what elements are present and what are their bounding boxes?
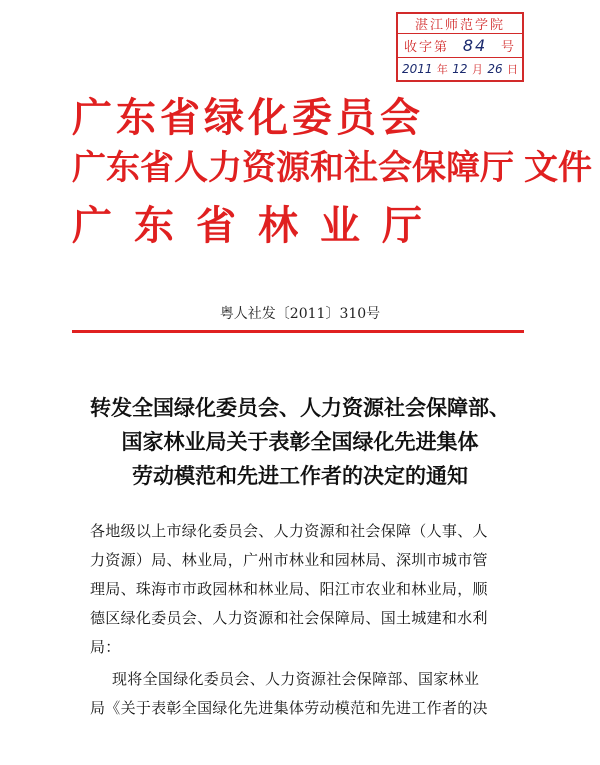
- issuer-hr-department: [72, 140, 592, 189]
- body-line: 现将全国绿化委员会、人力资源社会保障部、国家林业: [112, 670, 480, 688]
- stamp-number-unit: 号: [500, 40, 516, 55]
- stamp-date-row: [398, 58, 522, 80]
- document-title-line-2: 国家林业局关于表彰全国绿化先进集体: [121, 429, 479, 454]
- red-divider-line: [72, 330, 524, 333]
- document-title-line-3: 劳动模范和先进工作者的决定的通知: [132, 463, 468, 488]
- issuer-hr-name: 广东省人力资源和社会保障厅: [72, 148, 514, 188]
- body-line: 理局、珠海市市政园林和林业局、阳江市农业和林业局，顺: [90, 580, 488, 598]
- body-line: 力资源）局、林业局，广州市林业和园林局、深圳市城市管: [90, 551, 488, 569]
- body-line: 局《关于表彰全国绿化先进集体劳动模范和先进工作者的决: [90, 699, 488, 717]
- stamp-month: 12: [452, 62, 468, 76]
- body-line: 各地级以上市绿化委员会、人力资源和社会保障（人事、人: [90, 522, 488, 540]
- stamp-year: 2011: [402, 62, 433, 76]
- stamp-receipt-row: [398, 34, 522, 58]
- issuer-forestry-department: 广东省林业厅: [72, 202, 444, 249]
- body-line: 德区绿化委员会、人力资源和社会保障局、国土城建和水利: [90, 609, 488, 627]
- stamp-institution: 湛江师范学院: [398, 14, 522, 34]
- body-line: 局：: [90, 638, 121, 656]
- document-label: 文件: [524, 148, 592, 188]
- stamp-year-unit: 年: [436, 63, 448, 76]
- received-stamp: [396, 12, 524, 82]
- document-number: 粤人社发〔2011〕310号: [219, 306, 381, 322]
- document-title-line-1: 转发全国绿化委员会、人力资源社会保障部、: [90, 395, 510, 420]
- stamp-day: 26: [487, 62, 503, 76]
- stamp-receipt-number: 84: [462, 36, 488, 55]
- stamp-receipt-label: 收字第: [404, 40, 450, 55]
- stamp-day-unit: 日: [506, 63, 518, 76]
- stamp-month-unit: 月: [471, 63, 483, 76]
- issuer-green-committee: 广东省绿化委员会: [72, 94, 424, 141]
